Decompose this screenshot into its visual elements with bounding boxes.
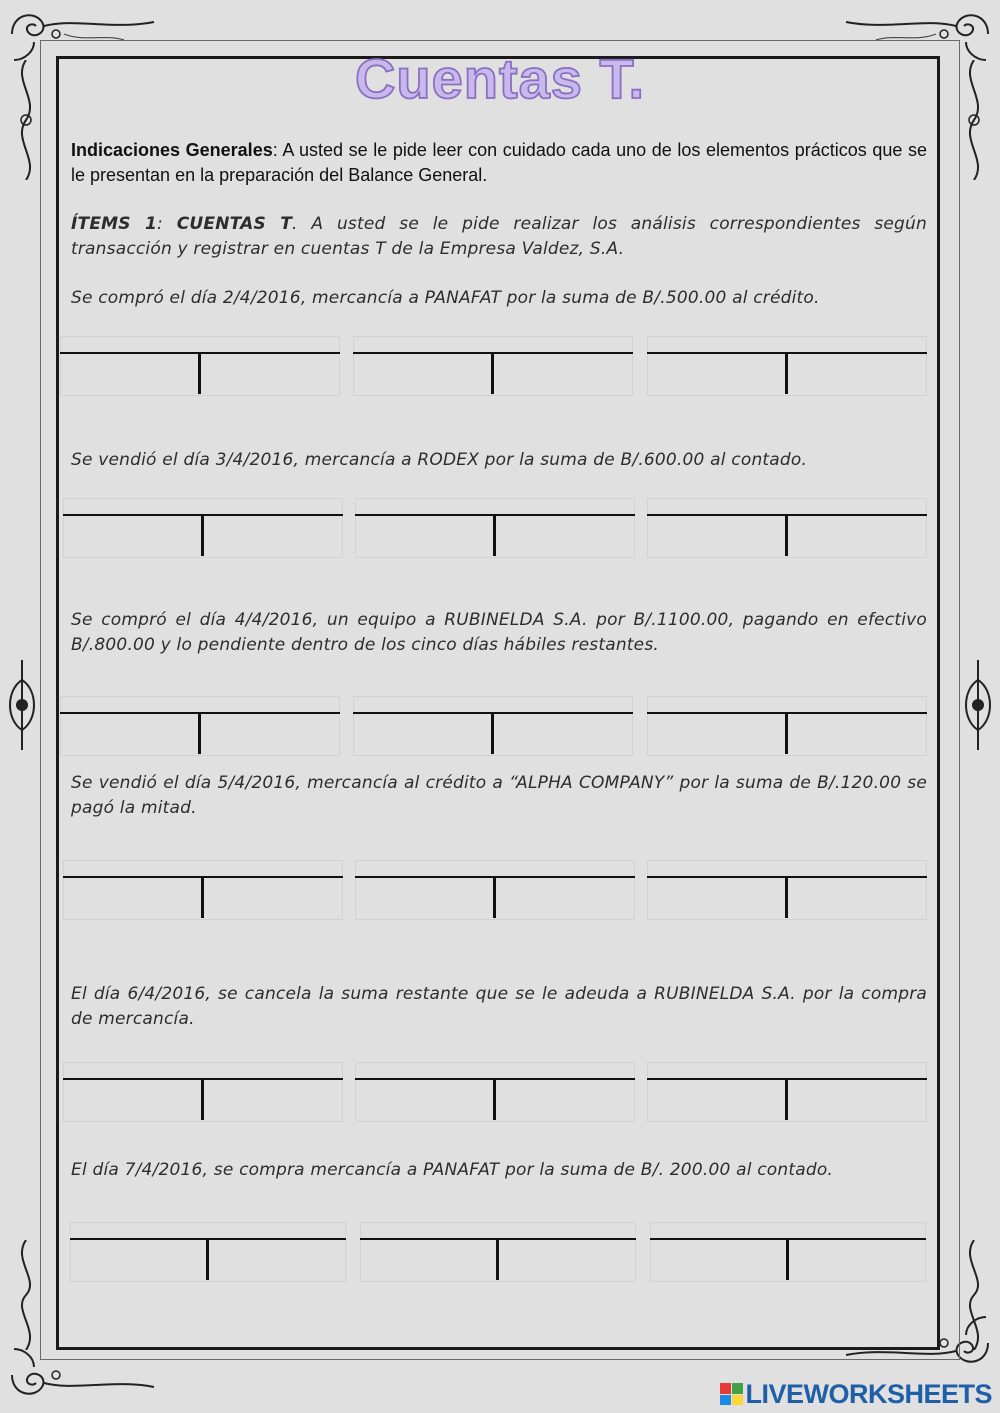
ornament-side-right-bottom — [954, 1240, 994, 1350]
transaction-2: Se vendió el día 3/4/2016, mercancía a RODEX por la suma de B/.600.00 al contado. — [71, 450, 808, 470]
t-account[interactable] — [647, 1062, 927, 1122]
instructions-label: Indicaciones Generales — [71, 140, 273, 160]
item-1-label: ÍTEMS 1 — [71, 214, 158, 234]
item-1-separator: : — [157, 214, 177, 234]
item-1-instructions — [71, 212, 927, 262]
item-1-text: . A usted se le pide realizar los análisis correspondientes según transacción y registrar en cuentas T de la Empresa Valdez, S.A. — [71, 214, 927, 259]
ornament-side-left-middle — [2, 660, 42, 750]
t-account[interactable] — [63, 860, 343, 920]
t-account[interactable] — [355, 860, 635, 920]
transaction-3: Se compró el día 4/4/2016, un equipo a RUBINELDA S.A. por B/.1100.00, pagando en efectivo B/.800.00 y lo pendiente dentro de los cinco días hábiles restantes. — [71, 610, 927, 655]
t-account[interactable] — [353, 336, 633, 396]
t-account[interactable] — [355, 1062, 635, 1122]
instructions-text: : A usted se le pide leer con cuidado cada uno de los elementos prácticos que se le presentan en la preparación del Balance General. — [71, 140, 927, 185]
t-account[interactable] — [647, 498, 927, 558]
t-account[interactable] — [647, 860, 927, 920]
t-account[interactable] — [60, 696, 340, 756]
liveworksheets-logo-icon — [720, 1383, 742, 1405]
t-account[interactable] — [60, 336, 340, 396]
liveworksheets-logo — [720, 1379, 992, 1409]
t-account[interactable] — [647, 696, 927, 756]
t-account[interactable] — [650, 1222, 926, 1282]
liveworksheets-logo-text: LIVEWORKSHEETS — [745, 1378, 992, 1409]
general-instructions — [71, 138, 927, 188]
t-account[interactable] — [63, 498, 343, 558]
transaction-5: El día 6/4/2016, se cancela la suma restante que se le adeuda a RUBINELDA S.A. por la compra de mercancía. — [71, 984, 927, 1029]
t-account[interactable] — [353, 696, 633, 756]
transaction-4: Se vendió el día 5/4/2016, mercancía al crédito a “ALPHA COMPANY” por la suma de B/.120.00 se pagó la mitad. — [71, 773, 927, 818]
t-account[interactable] — [70, 1222, 346, 1282]
transaction-6: El día 7/4/2016, se compra mercancía a PANAFAT por la suma de B/. 200.00 al contado. — [71, 1160, 834, 1180]
transaction-1: Se compró el día 2/4/2016, mercancía a PANAFAT por la suma de B/.500.00 al crédito. — [71, 288, 820, 308]
item-1-label-2: CUENTAS T — [176, 214, 292, 234]
page-title: Cuentas T. — [354, 47, 646, 110]
ornament-side-right-middle — [958, 660, 998, 750]
t-account[interactable] — [63, 1062, 343, 1122]
t-account[interactable] — [647, 336, 927, 396]
t-account[interactable] — [360, 1222, 636, 1282]
t-account[interactable] — [355, 498, 635, 558]
